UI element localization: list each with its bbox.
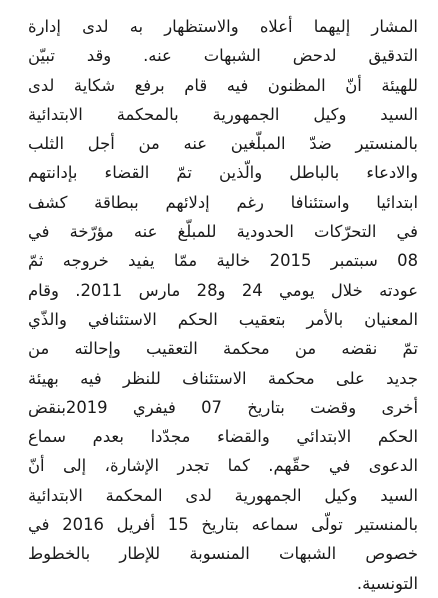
text-line: الحكم الابتدائي والقضاء مجدّدا بعدم سماع	[28, 427, 418, 447]
text-line: بالمنستير ضدّ المبلّغين عنه من أجل الثلب	[28, 134, 418, 154]
text-line: المشار إليهما أعلاه والاستظهار به لدى إدارة	[28, 17, 418, 36]
text-line: السيد وكيل الجمهورية لدى المحكمة الابتدائية	[28, 485, 418, 505]
text-line: 08 سبتمبر 2015 خالية ممّا يفيد خروجه ثمّ	[28, 251, 418, 271]
text-line: الدعوى في حقّهم. كما تجدر الإشارة، إلى أنّ	[28, 456, 418, 476]
text-line: للهيئة أنّ المظنون فيه قام برفع شكاية لدى	[28, 75, 418, 95]
text-line: جديد على محكمة الاستئناف للنظر فيه بهيئة	[28, 368, 418, 388]
text-line: في التحرّكات الحدودية للمبلّغ عنه مؤرّخة في	[28, 222, 418, 242]
text-line: تمّ نقضه من محكمة التعقيب وإحالته من	[28, 339, 418, 359]
text-line: والادعاء بالباطل والّذين تمّ القضاء بإدانتهم	[28, 163, 418, 183]
text-line: السيد وكيل الجمهورية بالمحكمة الابتدائية	[28, 104, 418, 124]
text-line: عودته خلال يومي 24 و28 مارس 2011. وقام	[28, 280, 418, 300]
text-line: خصوص الشبهات المنسوبة للإطار بالخطوط	[28, 544, 418, 564]
text-line: أخرى وقضت بتاريخ 07 فيفري 2019بنقض	[28, 397, 418, 417]
text-line: ابتدائيا واستئنافا رغم إدلائهم ببطاقة كشف	[28, 192, 418, 212]
text-line: التدقيق لدحض الشبهات عنه. وقد تبيّن	[28, 46, 418, 66]
text-line: بالمنستير تولّى سماعه بتاريخ 15 أفريل 2016 في	[28, 515, 419, 535]
text-line: المعنيان بالأمر بتعقيب الحكم الاستئنافي والذّي	[28, 309, 418, 329]
text-line-last: التونسية.	[356, 573, 418, 593]
document-paragraph	[28, 12, 418, 598]
